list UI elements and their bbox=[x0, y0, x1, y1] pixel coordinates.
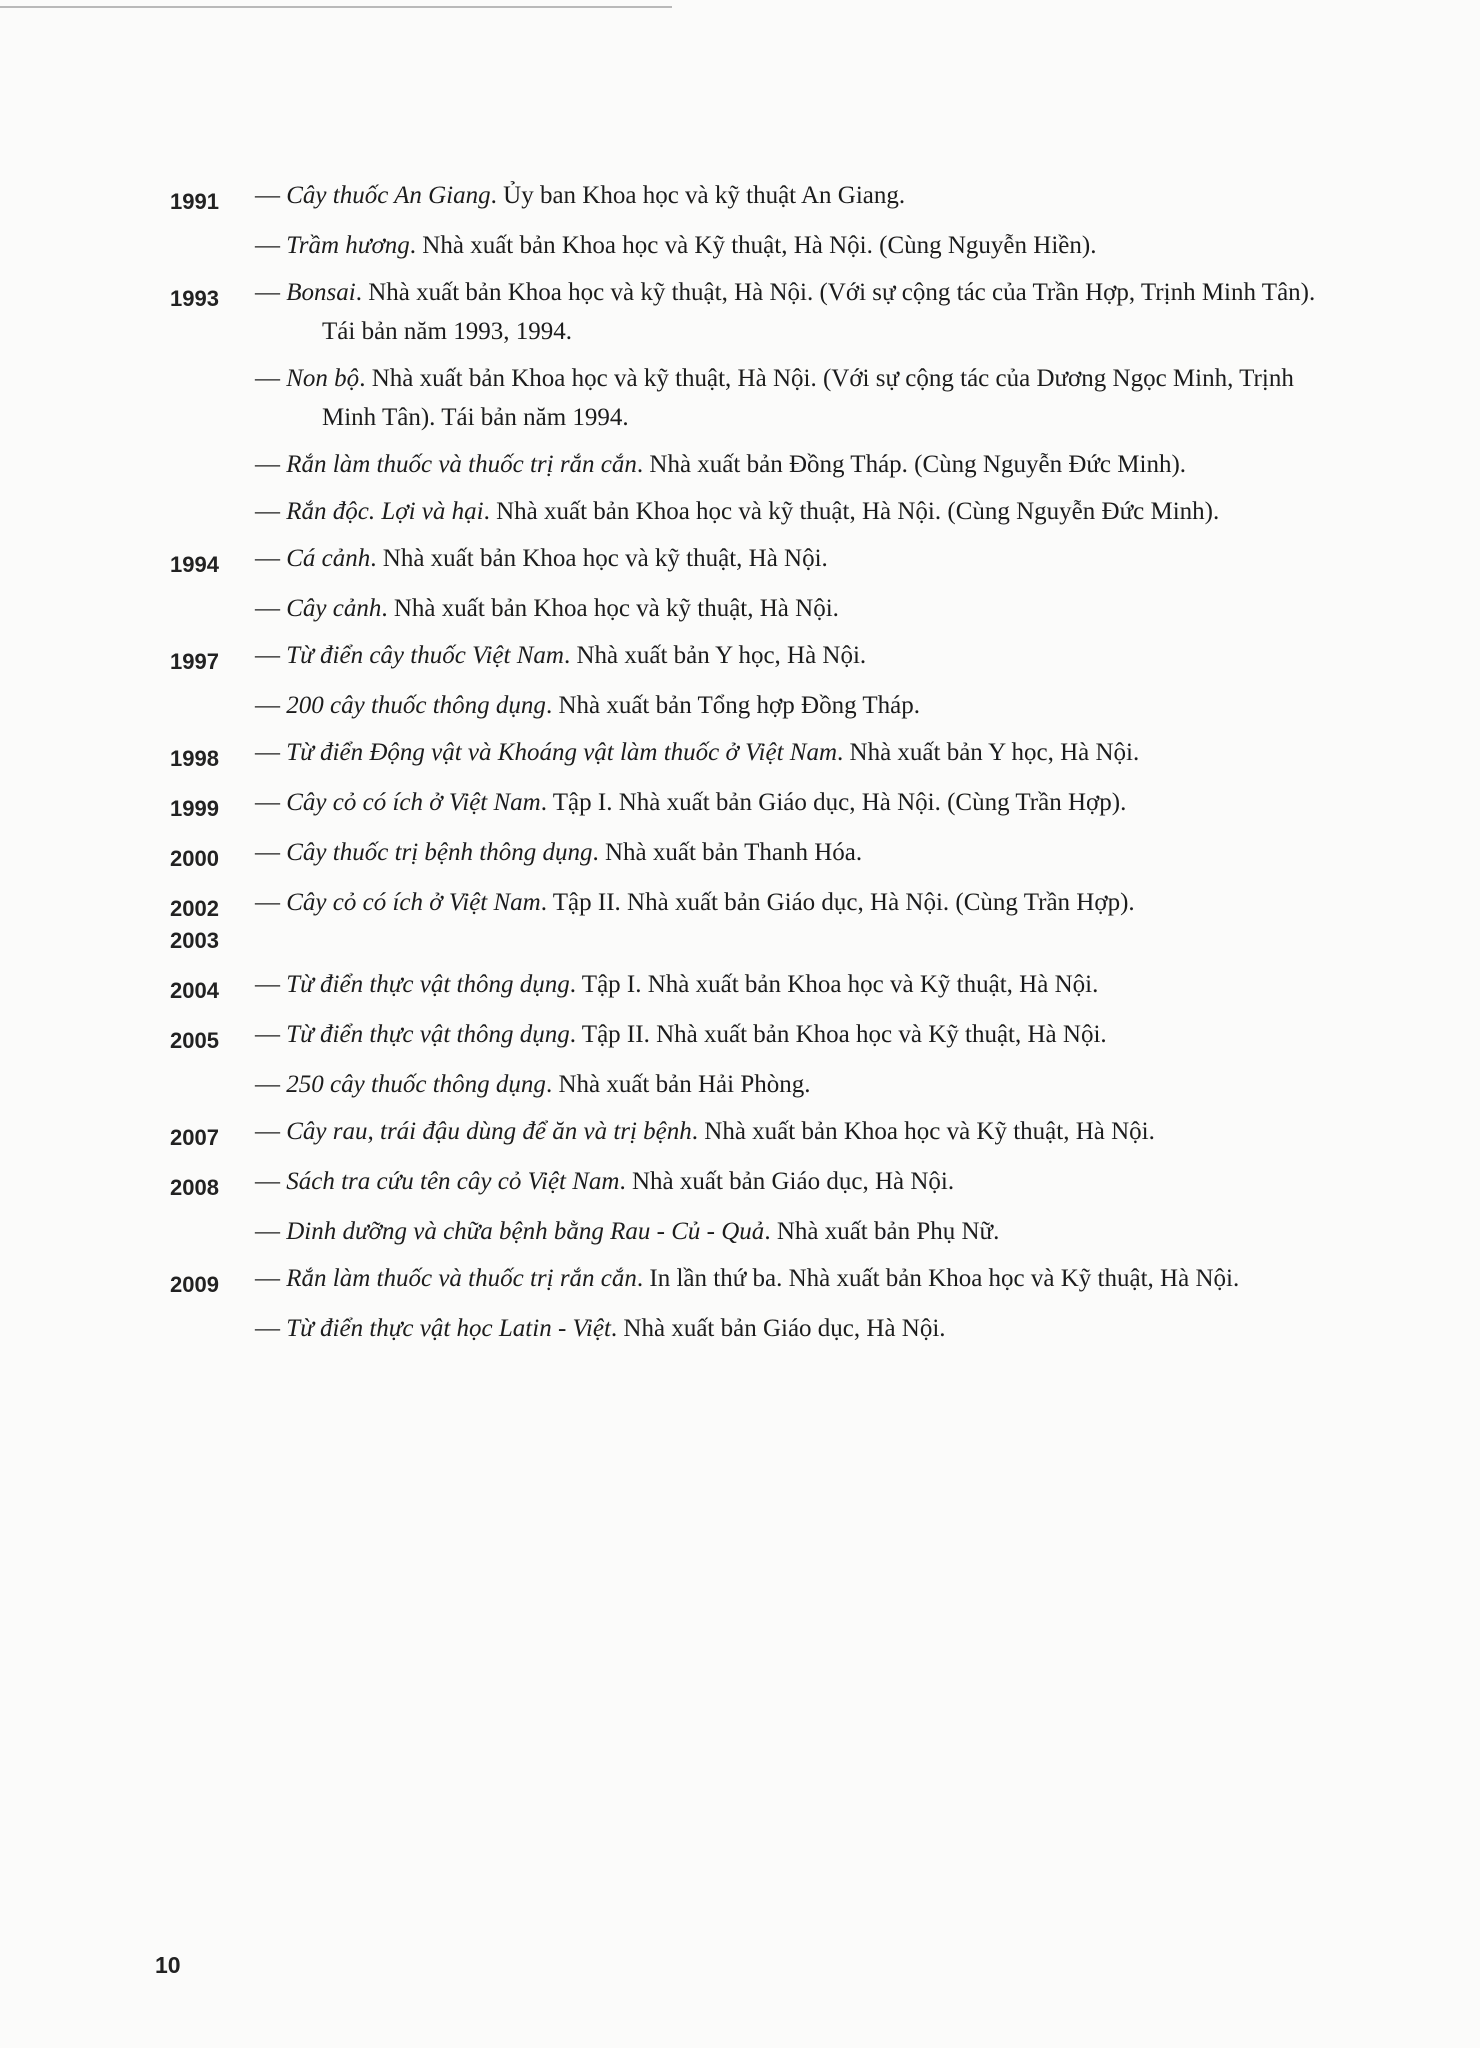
entry-year: 2005 bbox=[170, 1028, 219, 1053]
entry-dash: — bbox=[255, 1315, 287, 1342]
entry-title: Rắn làm thuốc và thuốc trị rắn cắn bbox=[286, 451, 637, 478]
entry-year bbox=[170, 492, 255, 531]
bibliography-entry bbox=[170, 359, 1330, 437]
entry-details: . Tập I. Nhà xuất bản Khoa học và Kỹ thuật, Hà Nội. bbox=[569, 971, 1099, 998]
entry-year bbox=[170, 445, 255, 484]
entry-dash: — bbox=[255, 451, 287, 478]
entry-title: Cây cỏ có ích ở Việt Nam bbox=[286, 789, 541, 816]
entry-dash: — bbox=[255, 498, 287, 525]
bibliography-list bbox=[170, 176, 1330, 1356]
entry-dash: — bbox=[255, 232, 287, 259]
entry-dash: — bbox=[255, 1071, 287, 1098]
entry-details: . Nhà xuất bản Khoa học và kỹ thuật, Hà Nội. bbox=[381, 595, 839, 622]
entry-title: Dinh dưỡng và chữa bệnh bằng Rau - Củ - Quả bbox=[286, 1218, 765, 1245]
entry-text bbox=[255, 273, 1330, 351]
entry-text bbox=[255, 783, 1330, 825]
entry-dash: — bbox=[255, 1021, 287, 1048]
entry-year: 1991 bbox=[170, 189, 219, 214]
entry-details: . Nhà xuất bản Khoa học và kỹ thuật, Hà Nội. bbox=[370, 545, 828, 572]
entry-text bbox=[255, 833, 1330, 875]
entry-year: 2007 bbox=[170, 1125, 219, 1150]
entry-title: Từ điển thực vật học Latin - Việt bbox=[286, 1315, 611, 1342]
entry-text bbox=[255, 445, 1330, 484]
bibliography-entry bbox=[170, 733, 1330, 775]
entry-dash: — bbox=[255, 595, 287, 622]
entry-text bbox=[255, 883, 1330, 957]
entry-dash: — bbox=[255, 971, 287, 998]
entry-dash: — bbox=[255, 739, 287, 766]
entry-details: . Tập I. Nhà xuất bản Giáo dục, Hà Nội. (Cùng Trần Hợp). bbox=[540, 789, 1127, 816]
entry-dash: — bbox=[255, 889, 287, 916]
entry-year: 2000 bbox=[170, 846, 219, 871]
entry-details: . Nhà xuất bản Tổng hợp Đồng Tháp. bbox=[545, 692, 920, 719]
bibliography-entry bbox=[170, 1112, 1330, 1154]
entry-dash: — bbox=[255, 692, 287, 719]
entry-text bbox=[255, 492, 1330, 531]
entry-year bbox=[170, 1212, 255, 1251]
entry-dash: — bbox=[255, 1118, 287, 1145]
entry-text bbox=[255, 176, 1330, 218]
entry-title: Sách tra cứu tên cây cỏ Việt Nam bbox=[286, 1168, 620, 1195]
bibliography-entry bbox=[170, 1212, 1330, 1251]
entry-title: Bonsai bbox=[286, 279, 356, 306]
bibliography-entry bbox=[170, 1162, 1330, 1204]
entry-year bbox=[170, 1065, 255, 1104]
entry-text bbox=[255, 1065, 1330, 1104]
bibliography-entry bbox=[170, 833, 1330, 875]
entry-year bbox=[170, 359, 255, 437]
entry-text bbox=[255, 1309, 1330, 1348]
entry-dash: — bbox=[255, 365, 287, 392]
entry-details: . Nhà xuất bản Phụ Nữ. bbox=[764, 1218, 1000, 1245]
entry-text bbox=[255, 733, 1330, 775]
entry-dash: — bbox=[255, 839, 287, 866]
entry-details: . Nhà xuất bản Khoa học và kỹ thuật, Hà Nội. (Với sự cộng tác của Dương Ngọc Minh, Trịnh Minh Tân). Tái bản năm 1994. bbox=[322, 365, 1294, 431]
entry-title: Cây rau, trái đậu dùng để ăn và trị bệnh bbox=[286, 1118, 692, 1145]
entry-title: 250 cây thuốc thông dụng bbox=[286, 1071, 546, 1098]
entry-details: . Nhà xuất bản Khoa học và Kỹ thuật, Hà Nội. bbox=[691, 1118, 1155, 1145]
entry-text bbox=[255, 1259, 1330, 1301]
entry-year: 1999 bbox=[170, 796, 219, 821]
entry-details: . Nhà xuất bản Y học, Hà Nội. bbox=[837, 739, 1140, 766]
entry-title: Từ điển Động vật và Khoáng vật làm thuốc ở Việt Nam bbox=[286, 739, 838, 766]
entry-title: Trầm hương bbox=[286, 232, 410, 259]
entry-title: Cây thuốc An Giang bbox=[286, 182, 491, 209]
entry-text bbox=[255, 1015, 1330, 1057]
entry-title: Từ điển thực vật thông dụng bbox=[286, 1021, 570, 1048]
entry-dash: — bbox=[255, 1265, 287, 1292]
entry-text bbox=[255, 226, 1330, 265]
entry-year: 1997 bbox=[170, 649, 219, 674]
entry-year bbox=[170, 589, 255, 628]
entry-details: . Nhà xuất bản Hải Phòng. bbox=[545, 1071, 811, 1098]
entry-year: 1993 bbox=[170, 286, 219, 311]
entry-year: 2004 bbox=[170, 978, 219, 1003]
entry-year: 1998 bbox=[170, 746, 219, 771]
bibliography-entry bbox=[170, 273, 1330, 351]
entry-year bbox=[170, 1309, 255, 1348]
entry-title: Cá cảnh bbox=[286, 545, 371, 572]
entry-title: Cây cảnh bbox=[286, 595, 382, 622]
entry-dash: — bbox=[255, 182, 287, 209]
bibliography-entry bbox=[170, 445, 1330, 484]
entry-details: . Nhà xuất bản Y học, Hà Nội. bbox=[563, 642, 867, 669]
entry-dash: — bbox=[255, 545, 287, 572]
entry-details: . Nhà xuất bản Khoa học và kỹ thuật, Hà Nội. (Với sự cộng tác của Trần Hợp, Trịnh Minh Tân). Tái bản năm 1993, 1994. bbox=[322, 279, 1316, 345]
bibliography-entry bbox=[170, 1259, 1330, 1301]
entry-title: Từ điển cây thuốc Việt Nam bbox=[286, 642, 564, 669]
bibliography-entry bbox=[170, 1309, 1330, 1348]
entry-year: 2002 2003 bbox=[170, 896, 219, 953]
entry-text bbox=[255, 636, 1330, 678]
entry-text bbox=[255, 1162, 1330, 1204]
entry-year: 2008 bbox=[170, 1175, 219, 1200]
bibliography-entry bbox=[170, 1065, 1330, 1104]
entry-text bbox=[255, 686, 1330, 725]
entry-dash: — bbox=[255, 789, 287, 816]
entry-details: . Tập II. Nhà xuất bản Khoa học và Kỹ thuật, Hà Nội. bbox=[569, 1021, 1107, 1048]
bibliography-entry bbox=[170, 539, 1330, 581]
entry-details: . Nhà xuất bản Đồng Tháp. (Cùng Nguyễn Đức Minh). bbox=[636, 451, 1187, 478]
entry-details: . Nhà xuất bản Khoa học và kỹ thuật, Hà Nội. (Cùng Nguyễn Đức Minh). bbox=[483, 498, 1220, 525]
entry-details: . Nhà xuất bản Giáo dục, Hà Nội. bbox=[619, 1168, 955, 1195]
entry-title: Non bộ bbox=[286, 365, 360, 392]
entry-dash: — bbox=[255, 279, 287, 306]
entry-text bbox=[255, 1112, 1330, 1154]
entry-details: . Tập II. Nhà xuất bản Giáo dục, Hà Nội. (Cùng Trần Hợp). bbox=[540, 889, 1135, 916]
bibliography-entry bbox=[170, 636, 1330, 678]
bibliography-entry bbox=[170, 176, 1330, 218]
entry-title: Cây thuốc trị bệnh thông dụng bbox=[286, 839, 593, 866]
entry-title: Cây cỏ có ích ở Việt Nam bbox=[286, 889, 541, 916]
bibliography-entry bbox=[170, 883, 1330, 957]
entry-text bbox=[255, 589, 1330, 628]
entry-text bbox=[255, 359, 1330, 437]
entry-dash: — bbox=[255, 642, 287, 669]
page-number: 10 bbox=[155, 1952, 181, 1978]
entry-text bbox=[255, 1212, 1330, 1251]
entry-title: Rắn làm thuốc và thuốc trị rắn cắn bbox=[286, 1265, 637, 1292]
entry-dash: — bbox=[255, 1218, 287, 1245]
bibliography-entry bbox=[170, 226, 1330, 265]
entry-title: Rắn độc. Lợi và hại bbox=[286, 498, 484, 525]
bibliography-entry bbox=[170, 783, 1330, 825]
scan-edge-rule bbox=[0, 6, 672, 8]
entry-dash: — bbox=[255, 1168, 287, 1195]
entry-details: . Nhà xuất bản Khoa học và Kỹ thuật, Hà Nội. (Cùng Nguyễn Hiền). bbox=[409, 232, 1097, 259]
entry-title: 200 cây thuốc thông dụng bbox=[286, 692, 546, 719]
entry-year bbox=[170, 686, 255, 725]
bibliography-entry bbox=[170, 1015, 1330, 1057]
entry-details: . Nhà xuất bản Giáo dục, Hà Nội. bbox=[610, 1315, 946, 1342]
bibliography-entry bbox=[170, 492, 1330, 531]
bibliography-entry bbox=[170, 686, 1330, 725]
entry-details: . Nhà xuất bản Thanh Hóa. bbox=[592, 839, 863, 866]
entry-year bbox=[170, 226, 255, 265]
entry-text bbox=[255, 965, 1330, 1007]
entry-details: . In lần thứ ba. Nhà xuất bản Khoa học và Kỹ thuật, Hà Nội. bbox=[636, 1265, 1240, 1292]
bibliography-entry bbox=[170, 965, 1330, 1007]
entry-year: 1994 bbox=[170, 552, 219, 577]
bibliography-entry bbox=[170, 589, 1330, 628]
entry-text bbox=[255, 539, 1330, 581]
entry-year: 2009 bbox=[170, 1272, 219, 1297]
entry-title: Từ điển thực vật thông dụng bbox=[286, 971, 570, 998]
entry-details: . Ủy ban Khoa học và kỹ thuật An Giang. bbox=[490, 182, 906, 209]
